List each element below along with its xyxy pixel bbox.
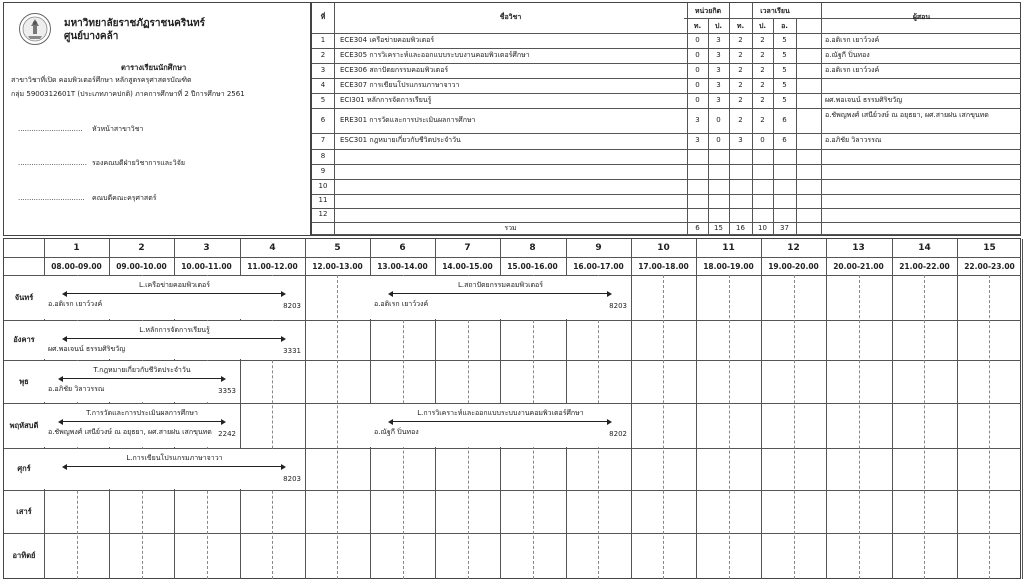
total-value: 16 [736,224,745,232]
time-slot: 18.00-19.00 [703,262,754,271]
row-number: 12 [318,210,328,218]
class-span-arrow [388,419,612,425]
table-row-line [312,108,1021,109]
course-value: 3 [716,81,721,89]
header-instructor: ผู้สอน [912,13,931,21]
day-label: อังคาร [13,335,35,344]
period-number: 12 [787,243,800,253]
course-value: 0 [716,136,721,144]
arrow-right-icon [221,419,226,425]
course-value: 5 [782,81,787,89]
table-row-line [312,222,1021,223]
grid-col-line [305,239,306,579]
course-table [311,2,1021,236]
course-value: 2 [760,96,765,104]
table-row-line [312,48,1021,49]
class-block[interactable] [44,321,305,359]
course-name: ECE304 เครือข่ายคอมพิวเตอร์ [340,36,435,44]
period-number: 10 [657,243,670,253]
course-value: 0 [695,36,700,44]
grid-col-line [1022,239,1023,579]
class-teacher: อ.อติเรก เยาว์วงค์ [48,300,103,308]
time-slot: 21.00-22.00 [899,262,950,271]
grid-half-line [663,275,664,579]
table-col-line [334,3,335,234]
period-number: 5 [334,243,341,253]
arrow-left-icon [62,464,67,470]
document-title: ตารางเรียนนักศึกษา [121,63,187,72]
table-row-line [312,208,1021,209]
grid-col-line [826,239,827,579]
period-number: 8 [529,243,536,253]
time-slot: 22.00-23.00 [964,262,1015,271]
class-room: 3353 [218,387,236,395]
class-teacher: อ.ณัฐกี ปิ่นทอง [374,428,419,436]
row-number: 6 [320,116,326,124]
header-subcol: อ. [781,22,788,30]
grid-col-line [696,239,697,579]
arrow-line [66,338,282,339]
total-label: รวม [504,224,517,232]
course-name: ESC301 กฎหมายเกี่ยวกับชีวิตประจำวัน [340,136,461,144]
course-value: 6 [782,136,787,144]
grid-col-line [631,239,632,579]
signature-label: คณบดีคณะครุศาสตร์ [92,194,157,202]
table-row-line [312,133,1021,134]
class-room: 8203 [609,302,627,310]
arrow-line [66,466,282,467]
grid-half-line [729,275,730,579]
table-row-line [312,164,1021,165]
grid-col-line [892,239,893,579]
table-row-line [312,149,1021,150]
time-slot: 15.00-16.00 [507,262,558,271]
course-value: 0 [695,51,700,59]
class-teacher: อ.อติเรก เยาว์วงค์ [374,300,429,308]
grid-row-line [4,490,1021,491]
program-line: สาขาวิชาที่เปิด คอมพิวเตอร์ศึกษา หลักสูตรครุศาสตรบัณฑิต [11,76,192,84]
arrow-line [66,293,282,294]
signature-dots: .............................. [18,194,85,202]
course-value: 2 [760,81,765,89]
grid-col-line [957,239,958,579]
grid-half-line [794,275,795,579]
total-value: 6 [695,224,700,232]
course-name: ERE301 การวัดและการประเมินผลการศึกษา [340,116,476,124]
course-value: 5 [782,66,787,74]
course-instructor: ผศ.พอเจนน์ ธรรมศิริขวัญ [825,96,903,104]
course-instructor: อ.อติเรก เยาว์วงค์ [825,66,880,74]
course-name: ECE306 สถาปัตยกรรมคอมพิวเตอร์ [340,66,449,74]
header-credits: หน่วยกิต [694,7,722,15]
grid-col-line [761,239,762,579]
arrow-right-icon [221,376,226,382]
course-value: 3 [716,66,721,74]
arrow-left-icon [62,291,67,297]
table-row-line [312,179,1021,180]
grid-half-line [989,275,990,579]
header-subcol: ท. [736,22,745,30]
arrow-line [392,421,608,422]
course-value: 2 [738,66,743,74]
period-number: 4 [269,243,276,253]
course-value: 0 [695,81,700,89]
time-slot: 17.00-18.00 [638,262,689,271]
class-title: T.กฎหมายเกี่ยวกับชีวิตประจำวัน [93,366,191,374]
class-span-arrow [388,291,612,297]
course-value: 5 [782,96,787,104]
total-value: 37 [780,224,789,232]
course-name: ECE307 การเขียนโปรแกรมภาษาจาวา [340,81,460,89]
class-block[interactable] [44,276,305,319]
table-row-line [312,78,1021,79]
period-number: 13 [852,243,865,253]
row-number: 8 [320,152,326,160]
arrow-line [62,378,222,379]
course-value: 2 [738,36,743,44]
university-name: มหาวิทยาลัยราชภัฏราชนครินทร์ [64,18,206,29]
row-number: 7 [320,136,326,144]
course-value: 0 [760,136,765,144]
arrow-right-icon [607,419,612,425]
row-number: 3 [320,66,326,74]
class-block[interactable] [44,449,305,489]
course-instructor: อ.อภิชัย วิลาวรรณ [825,136,882,144]
table-row-line [312,194,1021,195]
day-label: พฤหัสบดี [9,421,39,430]
header-subcol: ป. [714,22,723,30]
arrow-right-icon [281,336,286,342]
course-value: 2 [760,51,765,59]
course-value: 3 [695,116,700,124]
grid-half-line [924,275,925,579]
time-slot: 14.00-15.00 [442,262,493,271]
period-number: 11 [722,243,735,253]
signature-label: รองคณบดีฝ่ายวิชาการและวิจัย [92,159,185,167]
grid-header-line [4,257,1021,258]
course-value: 2 [760,116,765,124]
course-instructor: อ.อติเรก เยาว์วงค์ [825,36,880,44]
header-course-name: ชื่อวิชา [499,13,522,21]
class-room: 2242 [218,430,236,438]
header-subcol: ท. [693,22,702,30]
course-value: 2 [760,36,765,44]
total-value: 15 [714,224,723,232]
row-number: 11 [318,196,328,204]
class-span-arrow [58,419,226,425]
signature-dots: ............................. [18,125,83,133]
row-number: 2 [320,51,326,59]
arrow-right-icon [281,291,286,297]
class-room: 3331 [283,347,301,355]
period-number: 7 [464,243,471,253]
course-value: 2 [738,96,743,104]
course-name: ECE305 การวิเคราะห์และออกแบบระบบงานคอมพิวเตอร์ศึกษา [340,51,530,59]
table-row-line [312,63,1021,64]
schedule-grid [3,238,1021,579]
arrow-left-icon [388,291,393,297]
period-number: 2 [138,243,145,253]
class-span-arrow [58,376,226,382]
class-room: 8202 [609,430,627,438]
period-number: 14 [918,243,931,253]
arrow-left-icon [58,419,63,425]
arrow-right-icon [607,291,612,297]
course-value: 6 [782,116,787,124]
time-slot: 13.00-14.00 [377,262,428,271]
course-value: 0 [695,96,700,104]
period-number: 9 [595,243,602,253]
row-number: 5 [320,96,326,104]
university-seal-icon [18,12,52,46]
course-value: 0 [716,116,721,124]
table-row-line [312,33,1021,34]
table-col-line [821,3,822,234]
grid-row-line [4,533,1021,534]
time-slot: 09.00-10.00 [116,262,167,271]
class-teacher: อ.อภิชัย วิลาวรรณ [48,385,105,393]
table-bottom-line [312,234,1021,235]
period-number: 15 [983,243,996,253]
arrow-line [62,421,222,422]
course-instructor: อ.ชัพญพงศ์ เสนีย์วงษ์ ณ อยุธยา, ผศ.สายฝน เสกขุนทด [825,111,989,119]
class-block[interactable] [370,276,631,319]
course-value: 3 [716,51,721,59]
header-no: ที่ [320,13,326,21]
course-instructor: อ.ณัฐกี ปิ่นทอง [825,51,870,59]
course-value: 5 [782,51,787,59]
class-block[interactable] [44,361,240,402]
total-value: 10 [758,224,767,232]
arrow-left-icon [58,376,63,382]
group-line: กลุ่ม 5900312601T (ประเภทภาคปกติ) ภาคการศึกษาที่ 2 ปีการศึกษา 2561 [11,90,245,98]
arrow-left-icon [388,419,393,425]
class-block[interactable] [370,404,631,447]
time-slot: 20.00-21.00 [833,262,884,271]
header-hours: เวลาเรียน [760,7,790,15]
grid-half-line [859,275,860,579]
course-name: ECI301 หลักการจัดการเรียนรู้ [340,96,432,104]
period-number: 1 [73,243,80,253]
row-number: 1 [320,36,326,44]
course-value: 2 [760,66,765,74]
class-title: L.หลักการจัดการเรียนรู้ [139,326,210,334]
table-col-line [796,18,797,234]
day-label: พุธ [19,377,29,386]
time-slot: 11.00-12.00 [247,262,298,271]
period-number: 6 [399,243,406,253]
arrow-right-icon [281,464,286,470]
row-number: 10 [318,182,328,190]
time-slot: 08.00-09.00 [51,262,102,271]
course-value: 3 [716,96,721,104]
campus-name: ศูนย์บางคล้า [64,31,119,42]
day-label: อาทิตย์ [12,551,36,560]
time-slot: 10.00-11.00 [181,262,232,271]
course-value: 2 [738,81,743,89]
course-value: 3 [738,136,743,144]
signature-label: หัวหน้าสาขาวิชา [92,125,144,133]
time-slot: 16.00-17.00 [573,262,624,271]
class-span-arrow [62,291,286,297]
header-info-panel [3,2,311,236]
time-slot: 19.00-20.00 [768,262,819,271]
grid-half-line [337,275,338,579]
header-subcol: ป. [758,22,767,30]
class-title: L.เครือข่ายคอมพิวเตอร์ [139,281,210,289]
class-room: 8203 [283,475,301,483]
day-label: จันทร์ [14,293,34,302]
table-row-line [312,93,1021,94]
course-value: 3 [695,136,700,144]
course-value: 5 [782,36,787,44]
row-number: 9 [320,167,326,175]
class-span-arrow [62,464,286,470]
arrow-line [392,293,608,294]
time-slot: 12.00-13.00 [312,262,363,271]
signature-dots: ............................... [18,159,87,167]
class-title: L.การวิเคราะห์และออกแบบระบบงานคอมพิวเตอร์ศึกษา [417,409,584,417]
day-label: เสาร์ [16,507,32,516]
course-value: 3 [716,36,721,44]
class-room: 8203 [283,302,301,310]
day-label: ศุกร์ [17,464,31,473]
row-number: 4 [320,81,326,89]
class-title: L.การเขียนโปรแกรมภาษาจาวา [126,454,223,462]
class-teacher: อ.ชัพญพงศ์ เสนีย์วงษ์ ณ อยุธยา, ผศ.สายฝน เสกขุนทด [48,428,212,436]
class-title: L.สถาปัตยกรรมคอมพิวเตอร์ [458,281,543,289]
class-title: T.การวัดและการประเมินผลการศึกษา [86,409,198,417]
arrow-left-icon [62,336,67,342]
course-value: 2 [738,116,743,124]
class-teacher: ผศ.พอเจนน์ ธรรมศิริขวัญ [48,345,126,353]
period-number: 3 [203,243,210,253]
course-value: 2 [738,51,743,59]
course-value: 0 [695,66,700,74]
class-block[interactable] [44,404,240,447]
class-span-arrow [62,336,286,342]
